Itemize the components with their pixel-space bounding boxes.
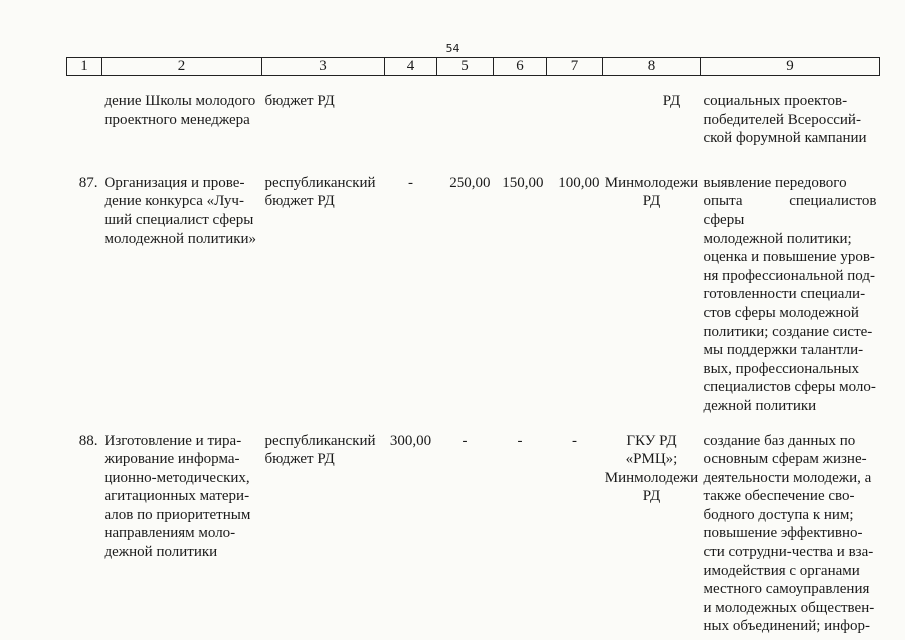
- table-row: [67, 92, 880, 148]
- amount-col4: [385, 92, 437, 148]
- header-cell: 2: [102, 58, 262, 76]
- amount-col7: -: [572, 432, 577, 449]
- activity-name: Изготовление и тира- жирование информа- ционно-методических, агитационных матери- алов по приоритетным направлениям моло- дежной политики: [104, 432, 251, 561]
- header-cell: 6: [494, 58, 547, 76]
- executor: Минмолодежи РД: [604, 174, 699, 210]
- row-number: [67, 92, 102, 148]
- program-activities-table: [66, 57, 880, 636]
- amount-col5: [437, 92, 494, 148]
- executor: РД: [662, 93, 681, 109]
- header-cell: 1: [67, 58, 102, 76]
- funding-source: республиканский бюджет РД: [264, 432, 376, 468]
- row-number: 87.: [78, 174, 98, 191]
- expected-result: выявление передового опыта специалистов сферы молодежной политики; оценка и повышение уров- ня профессиональной под- готовленности специали- стов сферы молодежной политики; создание систе- мы поддержки талантли- вых, профессиональных специалистов сферы моло- дежной политики: [703, 174, 877, 414]
- header-cell: 5: [437, 58, 494, 76]
- amount-col6: [494, 92, 547, 148]
- executor: ГКУ РД «РМЦ»; Минмолодежи РД: [604, 432, 699, 505]
- amount-col4: -: [408, 174, 413, 191]
- activity-name: дение Школы молодого проектного менеджера: [104, 93, 256, 128]
- funding-source: республиканский бюджет РД: [264, 174, 376, 210]
- activity-name: Организация и прове- дение конкурса «Луч- ший специалист сферы молодежной политики»: [104, 174, 257, 247]
- amount-col6: 150,00: [502, 174, 544, 191]
- header-cell: 7: [547, 58, 603, 76]
- expected-result: социальных проектов- победителей Всероссий- ской форумной кампании: [703, 93, 867, 147]
- amount-col5: -: [462, 432, 468, 449]
- expected-result: создание баз данных по основным сферам жизне- деятельности молодежи, а также обеспечение сво- бодного доступа к ним; повышение эффективно- сти сотрудни-чества и вза- имодействия с органами местного самоуправления и молодежных обществен- ных объединений; инфор-: [703, 432, 875, 635]
- header-cell: 4: [385, 58, 437, 76]
- header-cell: 8: [603, 58, 701, 76]
- row-number: 88.: [78, 432, 98, 449]
- page-number: 54: [445, 42, 460, 55]
- amount-col7: [547, 92, 603, 148]
- amount-col6: -: [517, 432, 523, 449]
- table-row: [67, 174, 880, 416]
- header-cell: 9: [701, 58, 880, 76]
- amount-col4: 300,00: [389, 432, 432, 449]
- amount-col7: 100,00: [558, 174, 600, 191]
- header-cell: 3: [262, 58, 385, 76]
- amount-col5: 250,00: [449, 174, 491, 191]
- column-number-header: [67, 58, 880, 76]
- funding-source: бюджет РД: [264, 93, 335, 109]
- table-row: [67, 432, 880, 637]
